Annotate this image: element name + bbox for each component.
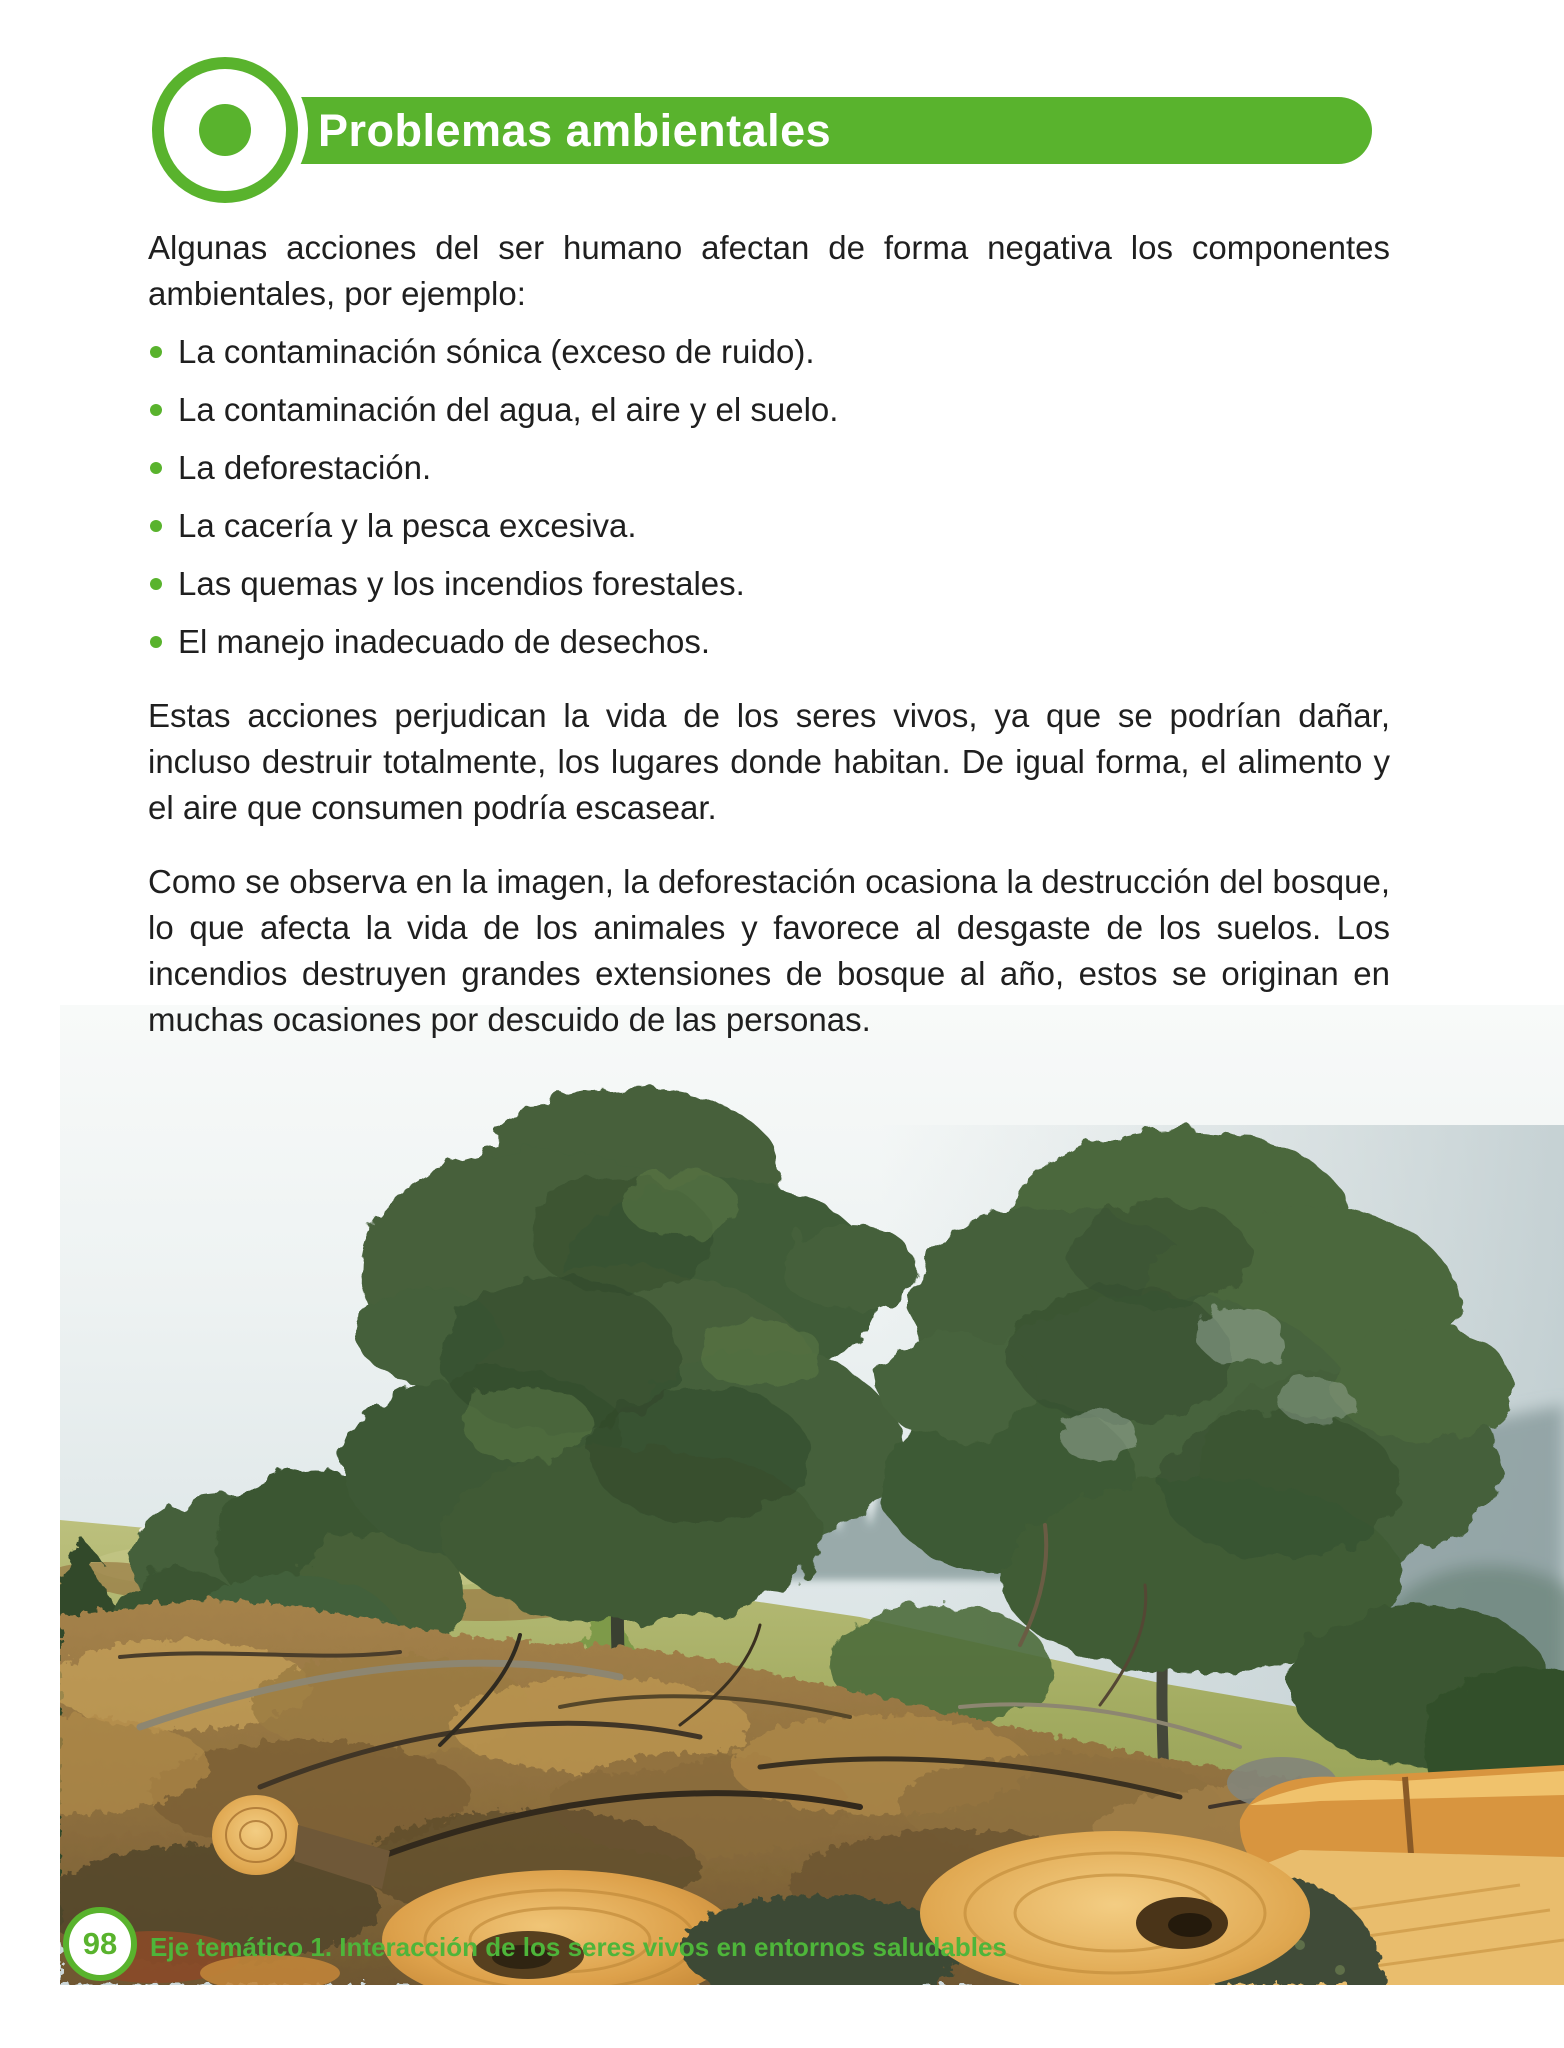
bullet-dot-icon	[150, 520, 162, 532]
image-paragraph: Como se observa en la imagen, la deforestación ocasiona la destrucción del bosque, lo que afecta la vida de los animales y favorece al desgaste de los suelos. Los incendios destruyen grandes extensiones de bosque al año, estos se originan en muchas ocasiones por descuido de las personas.	[148, 863, 1390, 1038]
list-item	[148, 503, 1390, 549]
bullet-dot-icon	[150, 404, 162, 416]
list-item-label: La cacería y la pesca excesiva.	[178, 507, 637, 544]
effects-paragraph: Estas acciones perjudican la vida de los seres vivos, ya que se podrían dañar, incluso destruir totalmente, los lugares donde habitan. De igual forma, el alimento y el aire que consumen podría escasear.	[148, 697, 1390, 826]
list-item-label: La deforestación.	[178, 449, 432, 486]
list-item-label: El manejo inadecuado de desechos.	[178, 623, 711, 660]
bullet-list	[148, 329, 1390, 665]
list-item-label: Las quemas y los incendios forestales.	[178, 565, 745, 602]
list-item-label: La contaminación sónica (exceso de ruido).	[178, 333, 815, 370]
bullet-dot-icon	[150, 636, 162, 648]
footer-theme-label: Eje temático 1. Interacción de los seres vivos en entornos saludables	[150, 1932, 1007, 1962]
intro-paragraph: Algunas acciones del ser humano afectan de forma negativa los componentes ambientales, por ejemplo:	[148, 229, 1390, 312]
bullet-dot-icon	[150, 578, 162, 590]
list-item	[148, 329, 1390, 375]
list-item	[148, 561, 1390, 607]
page-title: Problemas ambientales	[318, 105, 832, 156]
bullet-dot-icon	[150, 346, 162, 358]
list-item-label: La contaminación del agua, el aire y el suelo.	[178, 391, 839, 428]
section-marker-dot-icon	[199, 104, 251, 156]
deforestation-photo	[60, 1005, 1564, 1985]
list-item	[148, 387, 1390, 433]
page-number-badge: 98	[63, 1907, 137, 1981]
body-text	[148, 225, 1390, 1043]
list-item	[148, 619, 1390, 665]
list-item	[148, 445, 1390, 491]
deforestation-photo-art	[60, 1005, 1564, 1985]
bullet-dot-icon	[150, 462, 162, 474]
